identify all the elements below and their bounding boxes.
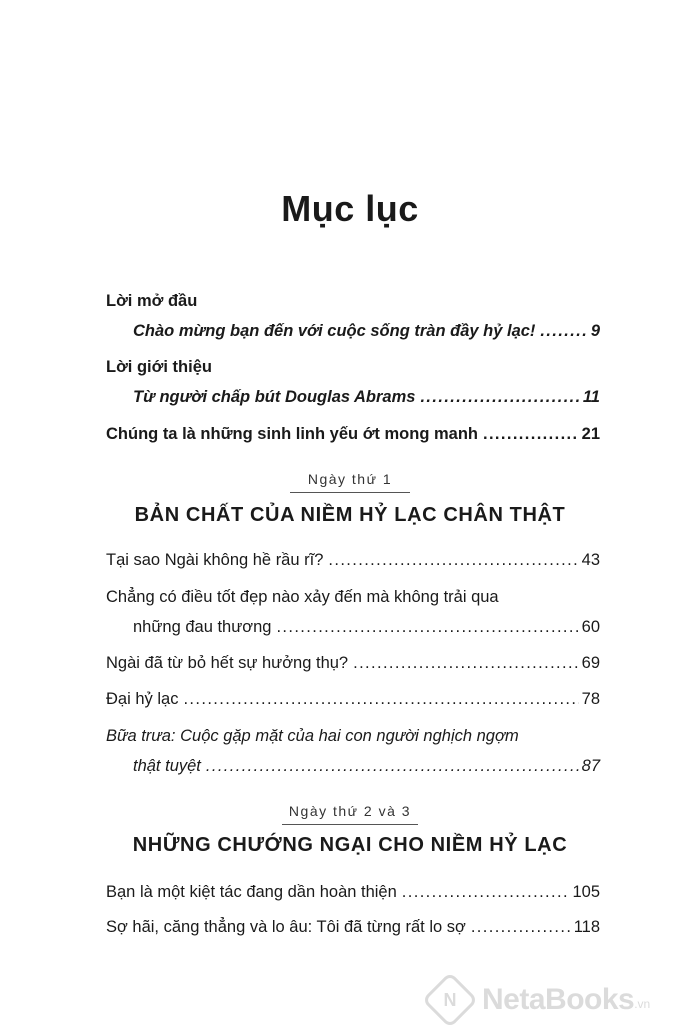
watermark-logo (430, 975, 685, 1025)
toc-entry-fragile-beings[interactable]: Chúng ta là những sinh linh yếu ớt mong manh . . . 21 (106, 425, 600, 444)
toc-heading-introduction: Lời giới thiệu (106, 358, 212, 376)
section-title: NHỮNG CHƯỚNG NGẠI CHO NIỀM HỶ LẠC (132, 834, 568, 856)
logo-suffix: .vn (634, 997, 651, 1011)
day-label: Ngày thứ 1 (307, 471, 393, 487)
toc-entry[interactable]: Bạn là một kiệt tác đang dần hoàn thiện . . . 105 (106, 883, 600, 902)
section-title: BẢN CHẤT CỦA NIỀM HỶ LẠC CHÂN THẬT (134, 504, 566, 526)
toc-entry-line2[interactable]: những đau thương . . . 60 (133, 618, 600, 637)
toc-entry-introduction[interactable]: Từ người chấp bút Douglas Abrams . . . 11 (133, 388, 600, 407)
toc-entry[interactable]: Sợ hãi, căng thẳng và lo âu: Tôi đã từng rất lo sợ . . . 118 (106, 918, 600, 937)
logo-text: NetaBooks (482, 983, 635, 1016)
page-title: Mục lục (281, 188, 419, 229)
day-divider (282, 824, 418, 825)
toc-entry[interactable]: Tại sao Ngài không hề rầu rĩ? . . . 43 (106, 551, 600, 570)
toc-entry-line2[interactable]: thật tuyệt . . . 87 (133, 757, 600, 776)
toc-entry[interactable]: Đại hỷ lạc . . . 78 (106, 690, 600, 709)
toc-entry[interactable]: Ngài đã từ bỏ hết sự hưởng thụ? . . . 69 (106, 654, 600, 673)
day-divider (290, 492, 410, 493)
toc-heading-preface: Lời mở đầu (106, 292, 198, 310)
toc-entry-line1[interactable]: Chẳng có điều tốt đẹp nào xảy đến mà không trải qua (106, 588, 499, 606)
toc-entry-line1[interactable]: Bữa trưa: Cuộc gặp mặt của hai con người nghịch ngợm (106, 727, 519, 745)
toc-entry-preface[interactable]: Chào mừng bạn đến với cuộc sống tràn đầy hỷ lạc! . . . 9 (133, 322, 600, 341)
day-label: Ngày thứ 2 và 3 (288, 803, 412, 819)
logo-icon: N (422, 972, 479, 1029)
